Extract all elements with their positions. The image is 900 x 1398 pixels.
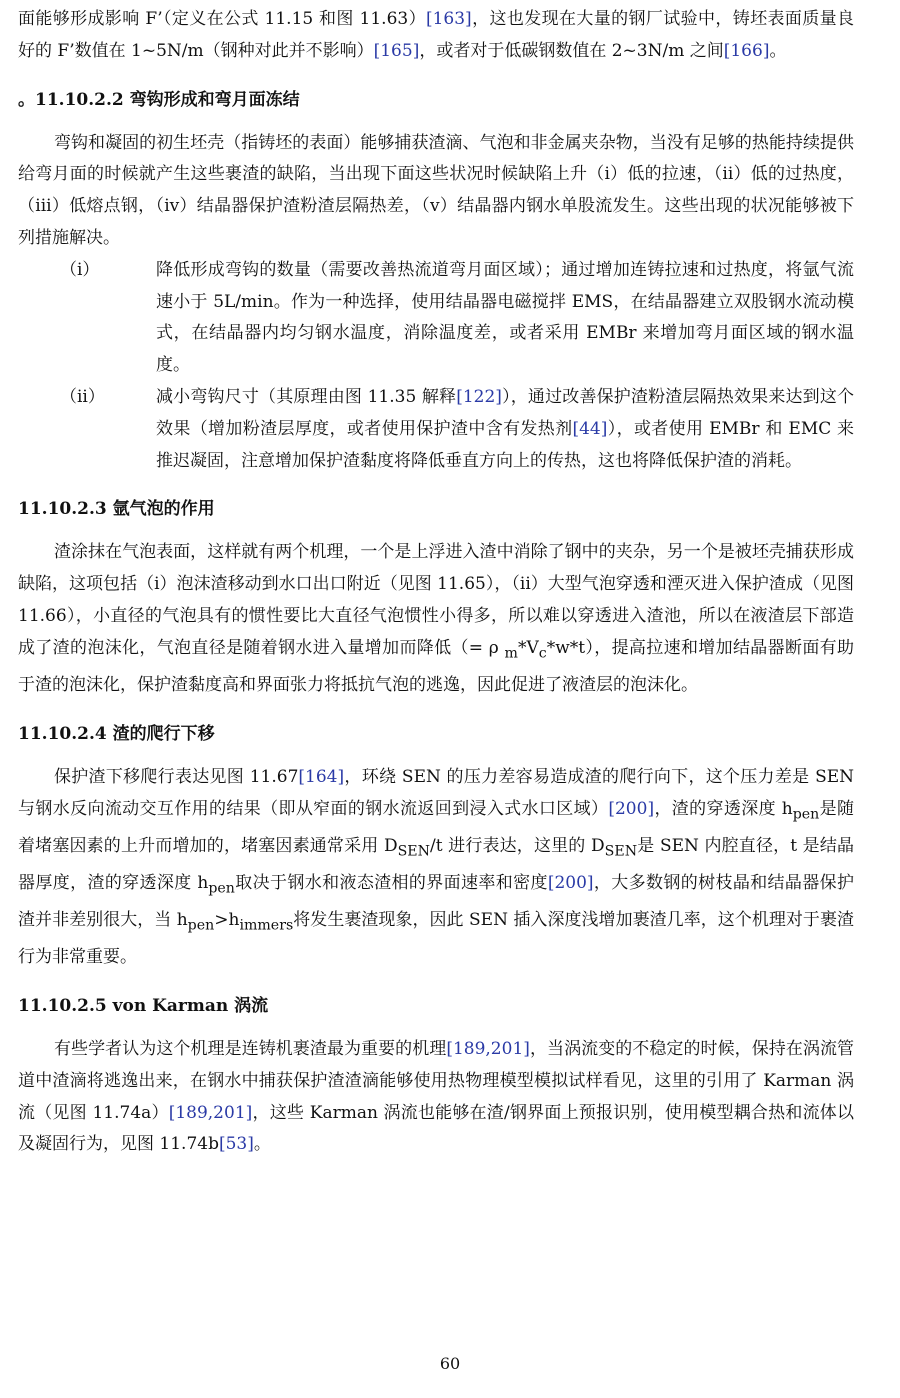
- text-run: >h: [214, 910, 240, 931]
- citation-link[interactable]: [189,201]: [168, 1102, 253, 1123]
- paragraph-karman-vortex: [18, 1034, 854, 1161]
- text-run: ，渣的穿透深度 h: [654, 798, 793, 819]
- text-run: 取决于钢水和液态渣相的界面速率和密度: [234, 872, 548, 893]
- subscript: m: [504, 645, 518, 662]
- list-item-text: [156, 255, 854, 382]
- citation-link[interactable]: [165]: [373, 40, 420, 61]
- subscript: c: [538, 645, 547, 662]
- list-item: [18, 255, 854, 382]
- section-heading-11-10-2-2: 。11.10.2.2 弯钩形成和弯月面冻结: [18, 89, 300, 110]
- text-run: 面能够形成影响 F’（定义在公式 11.15 和图 11.63）: [18, 9, 426, 29]
- text-run: 减小弯钩尺寸（其原理由图 11.35 解释: [156, 386, 457, 407]
- text-run: 。: [769, 40, 787, 61]
- list-item-marker: （i）: [60, 259, 100, 280]
- text-run: 。: [253, 1134, 271, 1155]
- list-item-marker: （ii）: [60, 386, 105, 407]
- subscript: SEN: [604, 843, 638, 860]
- citation-link[interactable]: [200]: [547, 872, 594, 893]
- page-number: 60: [439, 1354, 461, 1373]
- citation-link[interactable]: [53]: [218, 1134, 254, 1155]
- paragraph-slag-crawl: [18, 762, 854, 974]
- citation-link[interactable]: [122]: [456, 386, 502, 407]
- section-heading-11-10-2-4: 11.10.2.4 渣的爬行下移: [18, 723, 215, 744]
- intro-paragraph: [18, 4, 854, 68]
- text-run: 将发生裹渣现象，因此 SEN 插入深度浅增加裹渣几率，这个机理对于裹渣行为非常重要。: [18, 910, 854, 968]
- section-heading-11-10-2-5: 11.10.2.5 von Karman 涡流: [18, 996, 269, 1017]
- citation-link[interactable]: [163]: [425, 9, 472, 29]
- subscript: immers: [239, 917, 294, 934]
- text-run: ，这些 Karman 涡流也能够在渣/钢界面上预报识别，使用模型耦合热和流体以及凝固行为，见图 11.74b: [18, 1102, 854, 1155]
- text-run: ，当涡流变的不稳定的时候，保持在涡流管道中渣滴将逃逸出来，在钢水中捕获保护渣渣滴能够使用热物理模型模拟试样看见，这里的引用了 Karman 涡流（见图 11.74a）: [18, 1039, 855, 1123]
- subscript: pen: [187, 917, 215, 934]
- paragraph-hook-formation: [18, 128, 854, 255]
- section-heading-11-10-2-3: 11.10.2.3 氩气泡的作用: [18, 499, 215, 520]
- text-run: 保护渣下移爬行表达见图 11.67: [54, 766, 299, 787]
- text-run: /t 进行表达，这里的 D: [430, 835, 605, 856]
- text-run: 弯钩和凝固的初生坯壳（指铸坯的表面）能够捕获渣滴、气泡和非金属夹杂物，当没有足够的热能持续提供给弯月面的时候就产生这些裹渣的缺陷，当出现下面这些状况时候缺陷上升（i）低的拉速，（ii）低的过热度，（iii）低熔点钢，（iv）结晶器保护渣粉渣层隔热差，（v）结晶器内钢水单股流发生。这些出现的状况能够被下列措施解决。: [18, 132, 854, 248]
- text-run: 是 SEN 内腔直径，t 是结晶器厚度，渣的穿透深度 h: [18, 835, 854, 893]
- paragraph-argon-bubbles: [18, 537, 854, 701]
- citation-link[interactable]: [200]: [608, 798, 655, 819]
- list-item: [18, 382, 854, 477]
- subscript: pen: [208, 880, 235, 897]
- text-run: 有些学者认为这个机理是连铸机裹渣最为重要的机理: [54, 1039, 447, 1060]
- document-page: [18, 4, 854, 1161]
- text-run: ，环绕 SEN 的压力差容易造成渣的爬行向下，这个压力差是 SEN 与钢水反向流动交互作用的结果（即从窄面的钢水流返回到浸入式水口区域）: [18, 766, 854, 819]
- citation-link[interactable]: [166]: [723, 40, 770, 61]
- citation-link[interactable]: [189,201]: [446, 1039, 530, 1060]
- subscript: SEN: [397, 843, 431, 860]
- text-run: 降低形成弯钩的数量（需要改善热流道弯月面区域）；通过增加连铸拉速和过热度，将氩气流速小于 5L/min。作为一种选择，使用结晶器电磁搅拌 EMS，在结晶器建立双股钢水流动模式，在结晶器内均匀钢水温度，消除温度差，或者采用 EMBr 来增加弯月面区域的钢水温度。: [156, 259, 854, 376]
- list-item-text: [156, 382, 854, 477]
- subscript: pen: [792, 805, 820, 822]
- text-run: 是随着堵塞因素的上升而增加的，堵塞因素通常采用 D: [18, 798, 854, 856]
- text-run: *V: [517, 637, 539, 658]
- text-run: ，或者对于低碳钢数值在 2~3N/m 之间: [419, 40, 724, 61]
- text-run: *w*t），提高拉速和增加结晶器断面有助于渣的泡沫化，保护渣黏度高和界面张力将抵抗气泡的逃逸，因此促进了液渣层的泡沫化。: [18, 637, 854, 695]
- text-run: ，大多数钢的树枝晶和结晶器保护渣并非差别很大，当 h: [18, 872, 855, 931]
- text-run: 渣涂抹在气泡表面，这样就有两个机理，一个是上浮进入渣中消除了钢中的夹杂，另一个是被坯壳捕获形成缺陷，这项包括（i）泡沫渣移动到水口出口附近（见图 11.65），（ii）大型气泡穿透和湮灭进入保护渣成（见图 11.66），小直径的气泡具有的惯性要比大直径气泡惯性小得多，所以难以穿透进入渣池，所以在液渣层下部造成了渣的泡沫化，气泡直径是随着钢水进入量增加而降低（= ρ: [18, 542, 854, 658]
- citation-link[interactable]: [44]: [572, 418, 608, 439]
- text-run: ），或者使用 EMBr 和 EMC 来推迟凝固，注意增加保护渣黏度将降低垂直方向上的传热，这也将降低保护渣的消耗。: [156, 418, 855, 471]
- citation-link[interactable]: [164]: [298, 766, 345, 787]
- text-run: ），通过改善保护渣粉渣层隔热效果来达到这个效果（增加粉渣层厚度，或者使用保护渣中含有发热剂: [156, 386, 854, 439]
- text-run: ，这也发现在大量的钢厂试验中，铸坯表面质量良好的 F’数值在 1~5N/m（钢种对此并不影响）: [18, 9, 854, 61]
